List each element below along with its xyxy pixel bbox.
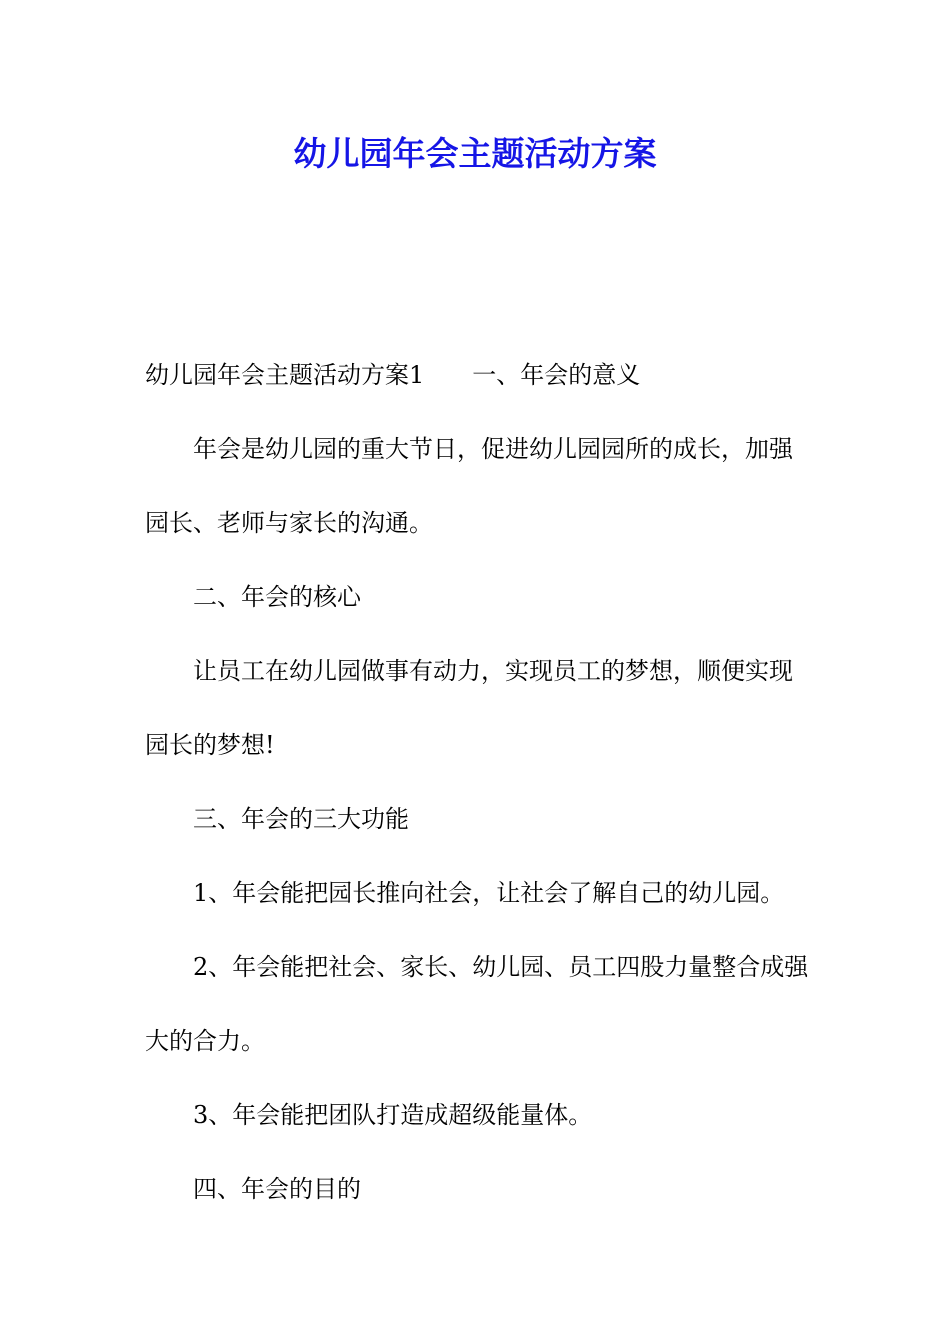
first-line: [145, 338, 809, 412]
list-item: 3、年会能把团队打造成超级能量体。: [193, 1101, 593, 1129]
section-heading-1: 一、年会的意义: [472, 361, 641, 389]
section-heading-4: 四、年会的目的: [193, 1175, 361, 1203]
list-item: 2、年会能把社会、家长、幼儿园、员工四股力量整合成强: [193, 953, 809, 981]
document-title: 幼儿园年会主题活动方案: [293, 134, 657, 173]
paragraph-line: 园长的梦想!: [145, 731, 275, 759]
list-item: 1、年会能把园长推向社会，让社会了解自己的幼儿园。: [193, 879, 785, 907]
paragraph-line: 年会是幼儿园的重大节日，促进幼儿园园所的成长，加强: [193, 435, 793, 463]
document-body: [145, 338, 809, 1226]
section-heading-2: 二、年会的核心: [193, 583, 361, 611]
section-heading-3: 三、年会的三大功能: [193, 805, 409, 833]
list-item-continuation: 大的合力。: [145, 1027, 265, 1055]
plan-heading: 幼儿园年会主题活动方案1: [145, 361, 425, 389]
paragraph-line: 园长、老师与家长的沟通。: [145, 509, 433, 537]
paragraph-line: 让员工在幼儿园做事有动力，实现员工的梦想，顺便实现: [193, 657, 793, 685]
